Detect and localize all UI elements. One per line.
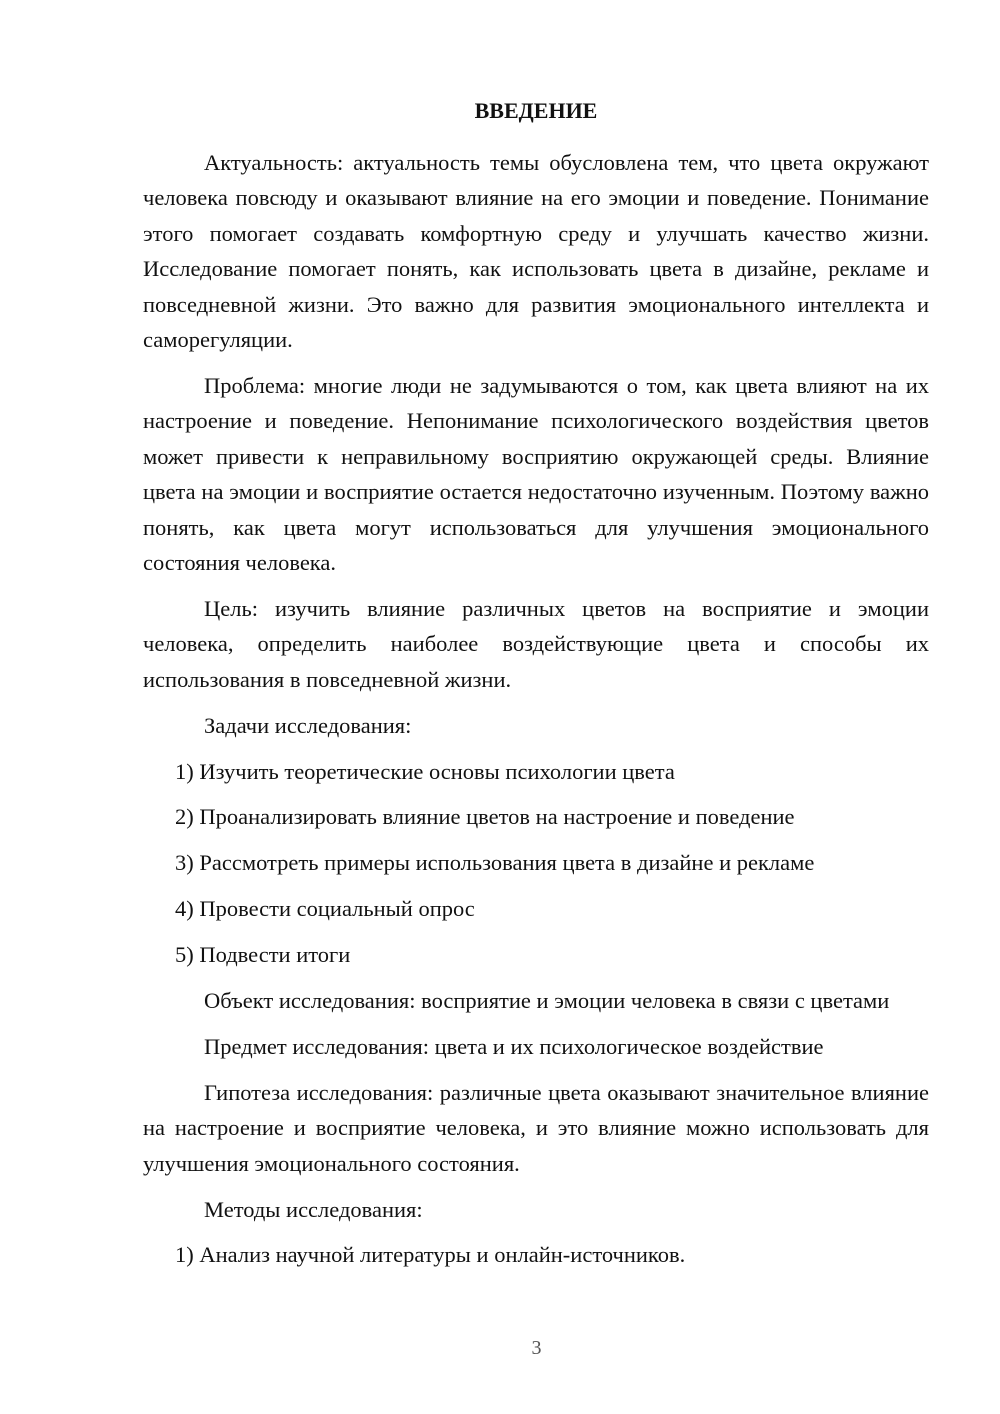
object-paragraph: Объект исследования: восприятие и эмоции человека в связи с цветами — [204, 988, 890, 1014]
goal-paragraph: Цель: изучить влияние различных цветов на восприятие и эмоции человека, определить наиболее воздействующие цвета и способы их использования в повседневной жизни. — [143, 595, 929, 692]
relevance-paragraph: Актуальность: актуальность темы обусловлена тем, что цвета окружают человека повсюду и оказывают влияние на его эмоции и поведение. Понимание этого помогает создавать комфортную среду и улучшать качество жизни. Исследование помогает понять, как использовать цвета в дизайне, рекламе и повседневной жизни. Это важно для развития эмоционального интеллекта и саморегуляции. — [143, 150, 929, 353]
task-item-5: 5) Подвести итоги — [175, 942, 351, 968]
task-item-2: 2) Проанализировать влияние цветов на настроение и поведение — [175, 804, 795, 830]
hypothesis-paragraph: Гипотеза исследования: различные цвета оказывают значительное влияние на настроение и восприятие человека, и это влияние можно использовать для улучшения эмоционального состояния. — [143, 1079, 929, 1176]
methods-heading: Методы исследования: — [204, 1196, 423, 1222]
page-content — [143, 97, 929, 1283]
problem-paragraph: Проблема: многие люди не задумываются о том, как цвета влияют на их настроение и поведение. Непонимание психологического воздействия цветов может привести к неправильному восприятию окружающей среды. Влияние цвета на эмоции и восприятие остается недостаточно изученным. Поэтому важно понять, как цвета могут использоваться для улучшения эмоционального состояния человека. — [143, 372, 929, 575]
subject-paragraph: Предмет исследования: цвета и их психологическое воздействие — [204, 1033, 824, 1059]
tasks-heading: Задачи исследования: — [204, 712, 412, 738]
task-item-3: 3) Рассмотреть примеры использования цвета в дизайне и рекламе — [175, 850, 815, 876]
task-item-1: 1) Изучить теоретические основы психологии цвета — [175, 758, 675, 784]
page-title: ВВЕДЕНИЕ — [474, 98, 598, 123]
page-number: 3 — [531, 1337, 542, 1359]
method-item-1: 1) Анализ научной литературы и онлайн-источников. — [175, 1242, 686, 1268]
task-item-4: 4) Провести социальный опрос — [175, 896, 475, 922]
